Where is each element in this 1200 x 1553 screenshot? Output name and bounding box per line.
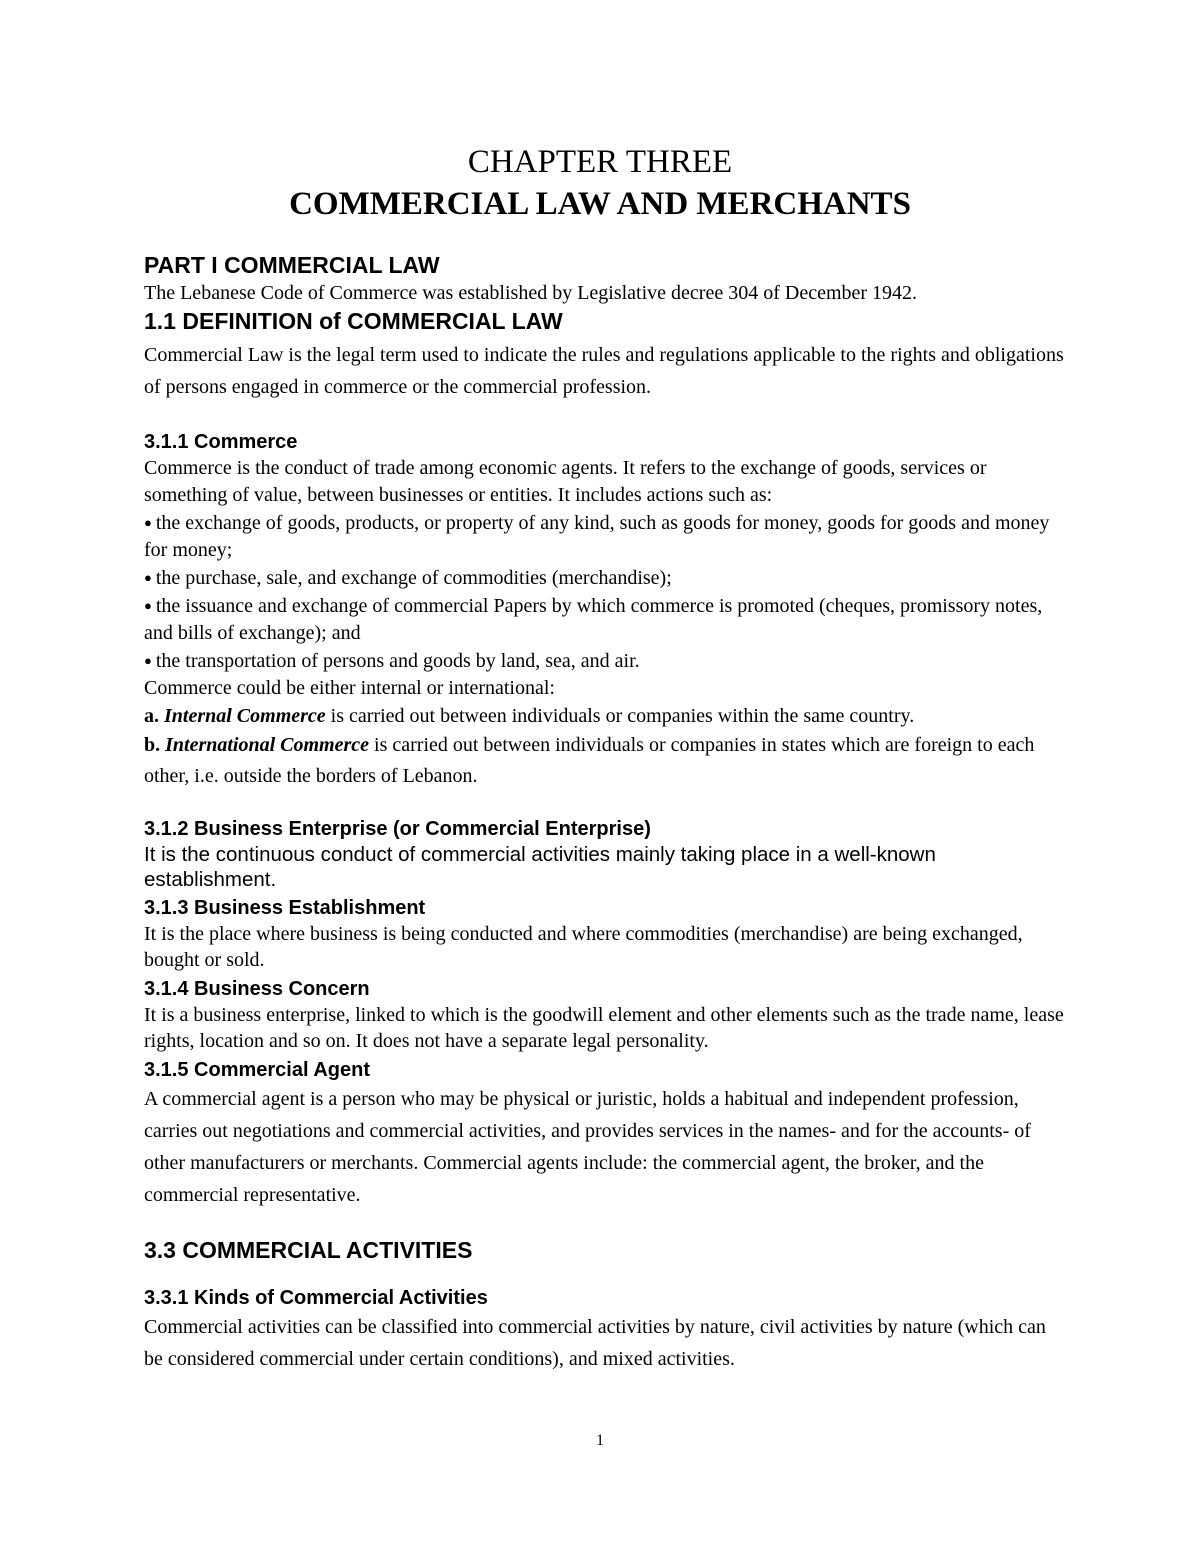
bullet-icon: ● — [144, 653, 152, 668]
list-item: ● the transportation of persons and goods by land, sea, and air. — [144, 650, 640, 672]
commerce-type-b: b. International Commerce is carried out between individuals or companies in states which are foreign to each other, i.e. outside the borders of Lebanon. — [144, 734, 1035, 787]
section-heading-3-1-1: 3.1.1 Commerce — [144, 431, 298, 453]
section-heading-3-3: 3.3 COMMERCIAL ACTIVITIES — [144, 1237, 473, 1263]
section-text-3-1-2: It is the continuous conduct of commercial activities mainly taking place in a well-known establishment. — [144, 843, 936, 891]
commerce-type-a: a. Internal Commerce is carried out between individuals or companies within the same country. — [144, 705, 915, 727]
commerce-actions-list — [144, 509, 1064, 675]
part-heading: PART I COMMERCIAL LAW — [144, 252, 440, 278]
section-heading-1-1: 1.1 DEFINITION of COMMERCIAL LAW — [144, 308, 563, 334]
chapter-title: COMMERCIAL LAW AND MERCHANTS — [289, 186, 911, 222]
bullet-icon: ● — [144, 598, 152, 613]
term-international-commerce: International Commerce — [165, 734, 370, 756]
page-number: 1 — [596, 1432, 604, 1449]
list-item: ● the issuance and exchange of commercial Papers by which commerce is promoted (cheques, promissory notes, and bills of exchange); and — [144, 595, 1043, 644]
document-body — [144, 250, 1064, 1375]
bullet-icon: ● — [144, 570, 152, 585]
section-text-3-1-5: A commercial agent is a person who may be physical or juristic, holds a habitual and independent profession, carries out negotiations and commercial activities, and provides services in the names- and for the accounts- of other manufacturers or merchants. Commercial agents include: the commercial agent, the broker, and the commercial representative. — [144, 1088, 1031, 1206]
section-text-3-3-1: Commercial activities can be classified into commercial activities by nature, civil activities by nature (which can be considered commercial under certain conditions), and mixed activities. — [144, 1316, 1046, 1370]
section-text-1-1: Commercial Law is the legal term used to indicate the rules and regulations applicable to the rights and obligations of persons engaged in commerce or the commercial profession. — [144, 344, 1064, 398]
term-internal-commerce: Internal Commerce — [164, 705, 326, 727]
section-text-3-1-3: It is the place where business is being conducted and where commodities (merchandise) are being exchanged, bought or sold. — [144, 923, 1023, 971]
section-heading-3-1-2: 3.1.2 Business Enterprise (or Commercial Enterprise) — [144, 818, 651, 840]
section-text-3-1-4: It is a business enterprise, linked to which is the goodwill element and other elements such as the trade name, lease rights, location and so on. It does not have a separate legal personality. — [144, 1004, 1064, 1052]
section-text-3-1-1: Commerce is the conduct of trade among economic agents. It refers to the exchange of goods, services or something of value, between businesses or entities. It includes actions such as: — [144, 457, 987, 506]
section-heading-3-3-1: 3.3.1 Kinds of Commercial Activities — [144, 1287, 488, 1309]
section-heading-3-1-4: 3.1.4 Business Concern — [144, 978, 370, 1000]
section-heading-3-1-3: 3.1.3 Business Establishment — [144, 897, 426, 919]
section-heading-3-1-5: 3.1.5 Commercial Agent — [144, 1059, 371, 1081]
list-item: ● the exchange of goods, products, or property of any kind, such as goods for money, goods for goods and money for money; — [144, 512, 1050, 561]
part-intro: The Lebanese Code of Commerce was established by Legislative decree 304 of December 1942. — [144, 282, 918, 304]
chapter-label: CHAPTER THREE — [467, 144, 733, 180]
commerce-types-intro: Commerce could be either internal or international: — [144, 677, 555, 699]
bullet-icon: ● — [144, 515, 152, 530]
list-item: ● the purchase, sale, and exchange of commodities (merchandise); — [144, 567, 672, 589]
